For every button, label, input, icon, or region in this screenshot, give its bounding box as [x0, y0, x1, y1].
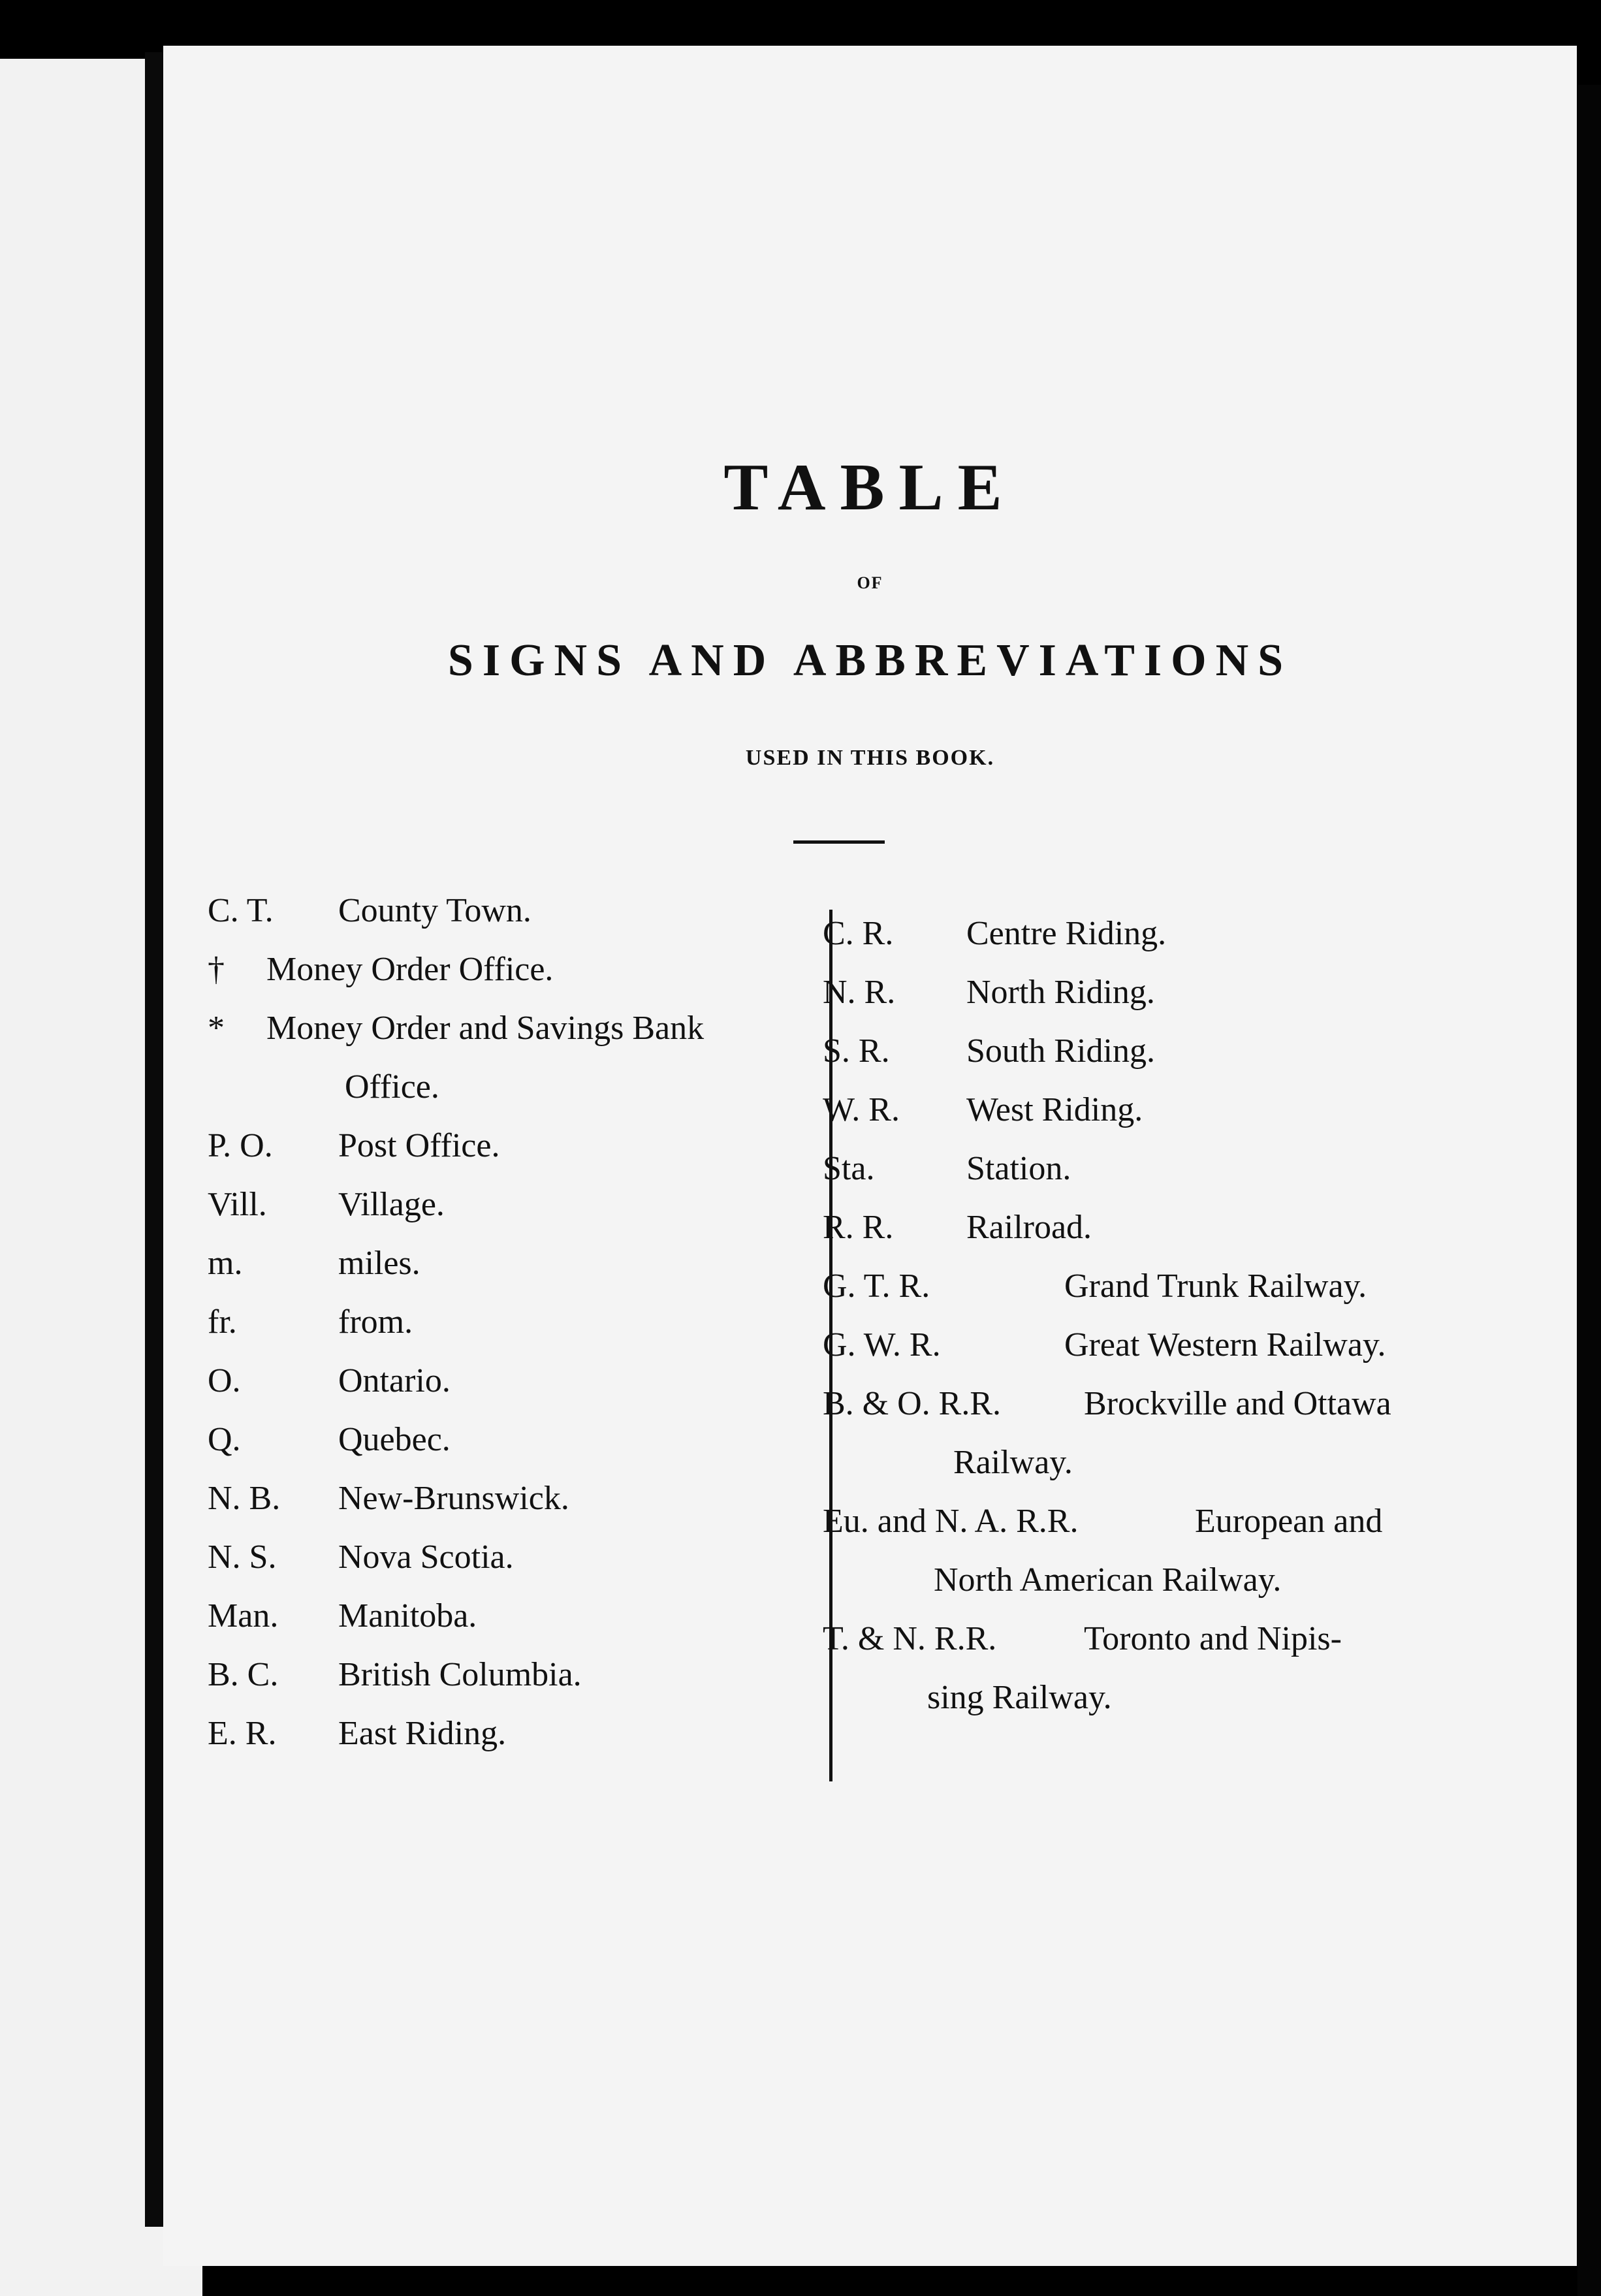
definition: Nova Scotia. [338, 1539, 514, 1576]
abbreviation: Vill. [208, 1186, 267, 1223]
abbreviation-entry [208, 1646, 821, 1704]
abbreviation: S. R. [823, 1032, 890, 1070]
definition: from. [338, 1303, 413, 1341]
heading-rule [793, 840, 885, 844]
abbreviation: R. R. [823, 1209, 894, 1246]
dagger-sign: † [208, 951, 225, 988]
abbreviation-entry [823, 1492, 1554, 1551]
definition: Grand Trunk Railway. [1064, 1268, 1367, 1305]
abbreviation-entry [823, 904, 1554, 963]
abbreviation-entry [823, 1257, 1554, 1316]
abbreviation: N. R. [823, 974, 896, 1011]
abbreviations-left-column [208, 882, 821, 1763]
abbreviation-entry [208, 1411, 821, 1469]
abbreviation: N. S. [208, 1539, 277, 1576]
abbreviation-entry [208, 1293, 821, 1352]
abbreviation-entry [823, 1198, 1554, 1257]
abbreviation-entry [208, 1234, 821, 1293]
abbreviation: W. R. [823, 1091, 900, 1128]
definition: Brockville and Ottawa [1084, 1385, 1391, 1422]
abbreviation-entry [208, 1704, 821, 1763]
page-edge [1577, 85, 1601, 2296]
abbreviation: C. R. [823, 915, 894, 952]
abbreviation: T. & N. R.R. [823, 1620, 997, 1657]
title-connector: OF [857, 573, 883, 592]
abbreviation-entry [823, 1022, 1554, 1081]
abbreviation: B. & O. R.R. [823, 1385, 1002, 1422]
abbreviation: G. W. R. [823, 1326, 941, 1363]
definition: County Town. [338, 892, 531, 929]
abbreviation-entry [208, 1175, 821, 1234]
definition-continuation: sing Railway. [927, 1679, 1112, 1716]
definition: North Riding. [966, 974, 1155, 1011]
definition: miles. [338, 1245, 420, 1282]
abbreviation: E. R. [208, 1715, 277, 1752]
definition: New-Brunswick. [338, 1480, 569, 1517]
abbreviation-entry [208, 1587, 821, 1646]
definition: Toronto and Nipis- [1084, 1620, 1342, 1657]
definition: Ontario. [338, 1362, 451, 1399]
abbreviation: Man. [208, 1597, 279, 1634]
abbreviation: m. [208, 1245, 243, 1282]
abbreviation-entry [208, 940, 821, 999]
definition-continuation: Railway. [953, 1444, 1073, 1481]
definition-continuation: North American Railway. [934, 1561, 1282, 1599]
definition: Great Western Railway. [1064, 1326, 1386, 1363]
definition: Railroad. [966, 1209, 1092, 1246]
definition: Manitoba. [338, 1597, 477, 1634]
abbreviation-entry [823, 1375, 1554, 1433]
abbreviation: N. B. [208, 1480, 281, 1517]
abbreviation-entry [823, 1081, 1554, 1140]
abbreviation: G. T. R. [823, 1268, 930, 1305]
abbreviation: C. T. [208, 892, 274, 929]
page-spine [145, 52, 163, 2227]
definition: Station. [966, 1150, 1071, 1187]
abbreviation-entry [208, 1469, 821, 1528]
abbreviation: B. C. [208, 1656, 279, 1693]
definition: South Riding. [966, 1032, 1155, 1070]
definition: East Riding. [338, 1715, 507, 1752]
abbreviation-entry [823, 1316, 1554, 1375]
page-title: TABLE [723, 451, 1017, 524]
page-caption: USED IN THIS BOOK. [745, 746, 995, 770]
abbreviation-entry [208, 882, 821, 940]
page-subtitle: SIGNS AND ABBREVIATIONS [447, 635, 1293, 686]
abbreviation-entry [823, 963, 1554, 1022]
definition: Money Order Office. [266, 951, 554, 988]
definition: Quebec. [338, 1421, 451, 1458]
abbreviation-entry [208, 1352, 821, 1411]
definition: Village. [338, 1186, 445, 1223]
abbreviation: P. O. [208, 1127, 273, 1164]
abbreviation: fr. [208, 1303, 237, 1341]
definition-continuation: Office. [345, 1068, 439, 1106]
definition: British Columbia. [338, 1656, 582, 1693]
definition: European and [1195, 1503, 1383, 1540]
abbreviation: Eu. and N. A. R.R. [823, 1503, 1079, 1540]
definition: Post Office. [338, 1127, 500, 1164]
abbreviation: O. [208, 1362, 241, 1399]
abbreviation-entry [823, 1610, 1554, 1668]
asterisk-sign: * [208, 1010, 225, 1047]
abbreviation-entry [823, 1140, 1554, 1198]
abbreviation-entry [208, 1528, 821, 1587]
abbreviation-entry [208, 999, 821, 1058]
abbreviation: Sta. [823, 1150, 875, 1187]
definition: Money Order and Savings Bank [266, 1010, 705, 1047]
definition: Centre Riding. [966, 915, 1167, 952]
abbreviation-entry [208, 1117, 821, 1175]
definition: West Riding. [966, 1091, 1143, 1128]
abbreviation: Q. [208, 1421, 241, 1458]
abbreviations-right-column [823, 904, 1554, 1727]
